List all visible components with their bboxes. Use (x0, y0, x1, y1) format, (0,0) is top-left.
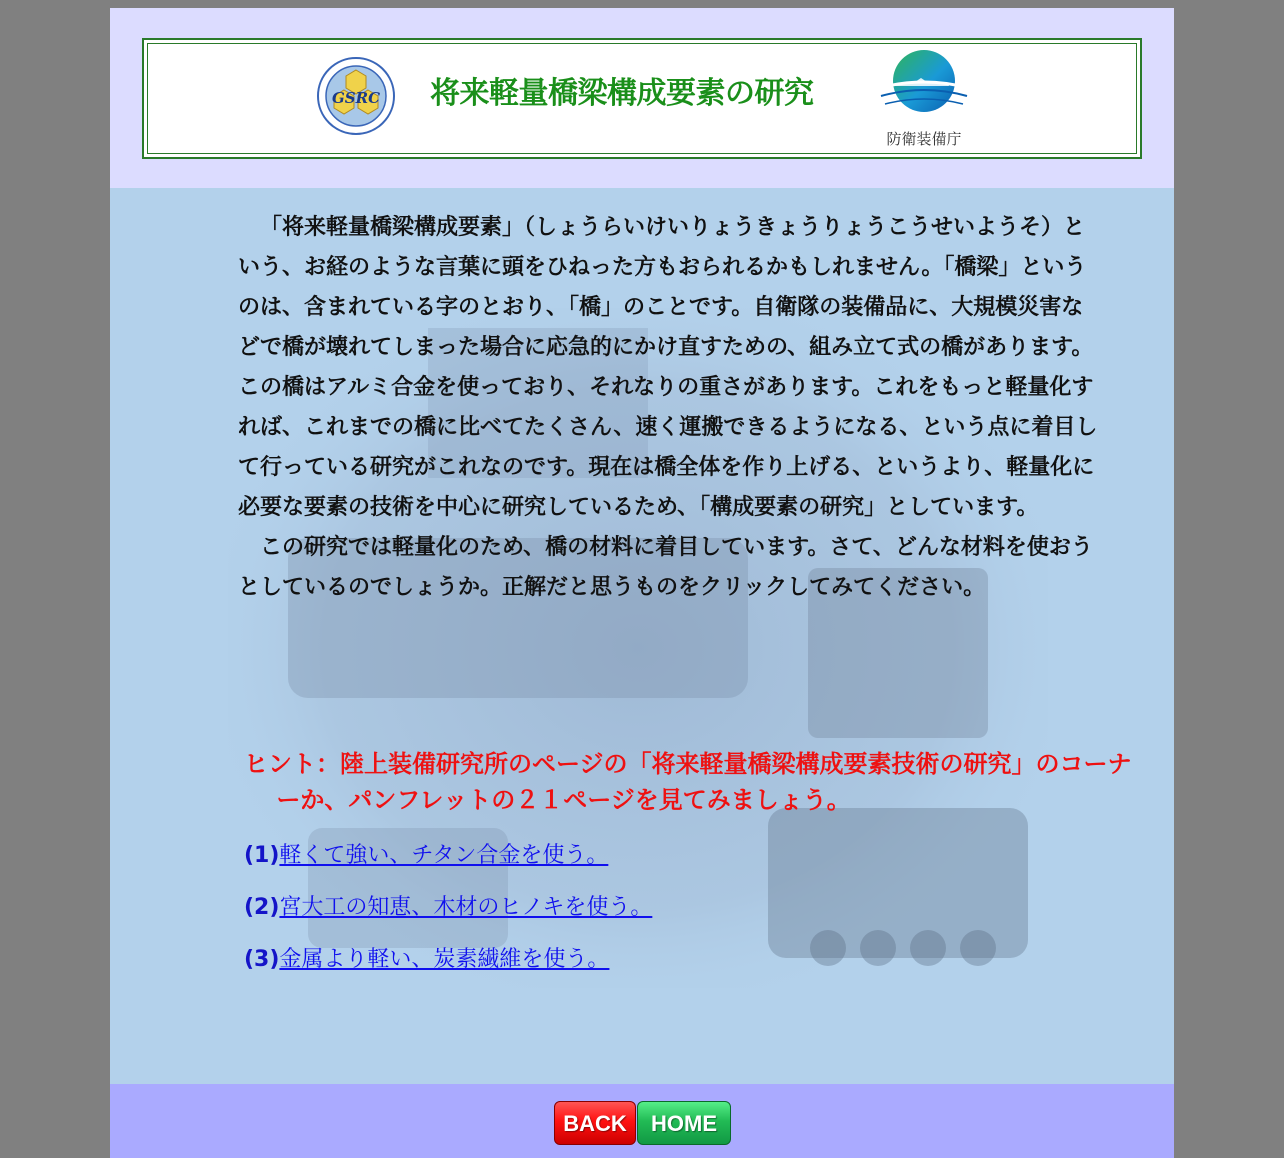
answer-link-hinoki[interactable]: 宮大工の知恵、木材のヒノキを使う。 (279, 895, 653, 920)
answer-option-3 (244, 942, 609, 973)
title-banner (142, 38, 1142, 159)
intro-paragraph: 「将来軽量橋梁構成要素」（しょうらいけいりょうきょうりょうこうせいようそ）という、お経のような言葉に頭をひねった方もおられるかもしれません。「橋梁」というのは、含まれている字のとおり、「橋」のことです。自衛隊の装備品に、大規模災害などで橋が壊れてしまった場合に応急的にかけ直すための、組み立て式の橋があります。この橋はアルミ合金を使っており、それなりの重さがあります。これをもっと軽量化すれば、これまでの橋に比べてたくさん、速く運搬できるようになる、という点に着目して行っている研究がこれなのです。現在は橋全体を作り上げる、というより、軽量化に必要な要素の技術を中心に研究しているため、「構成要素の研究」としています。 (238, 215, 1098, 520)
answer-link-titanium[interactable]: 軽くて強い、チタン合金を使う。 (279, 843, 609, 868)
agency-globe-logo-icon (877, 48, 971, 118)
footer-nav (110, 1084, 1174, 1158)
page-title: 将来軽量橋梁構成要素の研究 (430, 76, 814, 111)
answer-link-carbon-fiber[interactable]: 金属より軽い、炭素繊維を使う。 (279, 947, 610, 972)
question-paragraph: この研究では軽量化のため、橋の材料に着目しています。さて、どんな材料を使おうとしているのでしょうか。正解だと思うものをクリックしてみてください。 (238, 535, 1093, 600)
hint-text: ヒント：陸上装備研究所のページの「将来軽量橋梁構成要素技術の研究」のコーナーか、パンフレットの２１ページを見てみましょう。 (244, 750, 1132, 814)
answer-option-1 (244, 838, 608, 869)
page (110, 8, 1174, 1158)
option-number: (3) (244, 947, 280, 972)
option-number: (2) (244, 895, 280, 920)
answer-option-2 (244, 890, 652, 921)
option-number: (1) (244, 843, 280, 868)
back-button[interactable]: BACK (554, 1101, 636, 1145)
header (110, 8, 1174, 188)
agency-name: 防衛装備庁 (886, 130, 962, 148)
home-button[interactable]: HOME (637, 1101, 731, 1145)
gsrc-logo-text: GSRC (331, 89, 381, 107)
gsrc-logo-icon (316, 56, 396, 136)
description-text (238, 208, 1098, 608)
